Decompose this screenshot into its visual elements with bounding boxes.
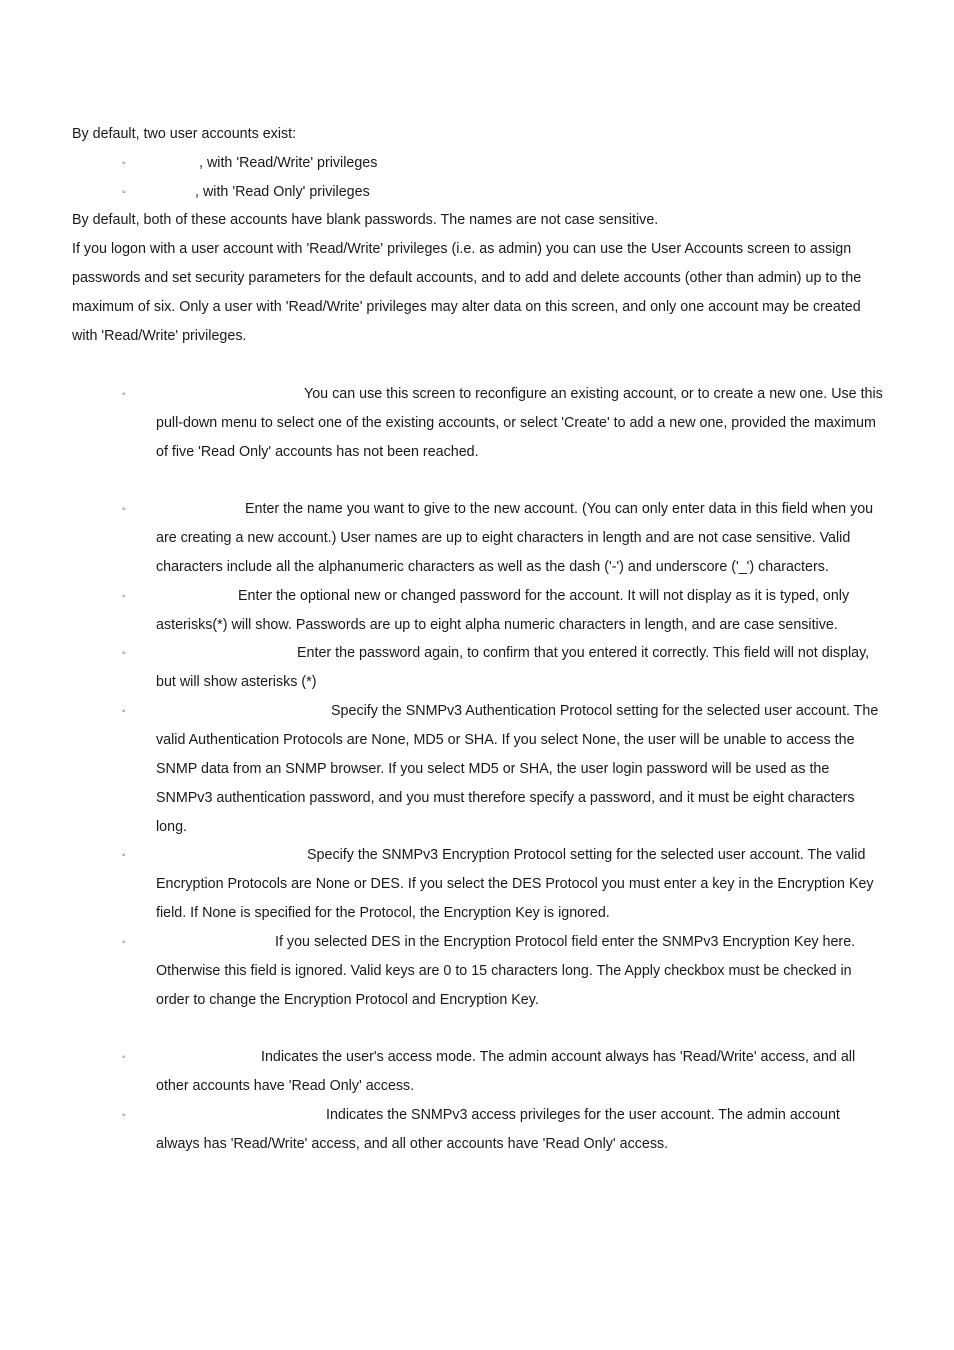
list-item-text: You can use this screen to reconfigure an existing account, or to create a new one. Use this pull-down menu to select one of the existing accounts, or select 'Create' to add a new one, provided the maximum of five 'Read Only' accounts has not been reached. [156, 386, 883, 460]
list-item-text: , with 'Read/Write' privileges [199, 155, 378, 171]
list-item-text: Enter the name you want to give to the new account. (You can only enter data in this field when you are creating a new account.) User names are up to eight characters in length and are not case sensitive. Valid characters include all the alphanumeric characters as well as the dash ('-') and underscore ('_') characters. [156, 501, 874, 575]
bullet-icon: ◦ [122, 591, 126, 602]
bullet-icon: ◦ [122, 1052, 126, 1063]
bullet-icon: ◦ [122, 937, 126, 948]
list-item-text: Specify the SNMPv3 Authentication Protocol setting for the selected user account. The valid Authentication Protocols are None, MD5 or SHA. If you select None, the user will be unable to access the SNMP data from an SNMP browser. If you select MD5 or SHA, the user login password will be used as the SNMPv3 authentication password, and you must therefore specify a password, and it must be eight characters long. [156, 703, 879, 835]
list-item-text: Enter the optional new or changed password for the account. It will not display as it is typed, only asterisks(*) will show. Passwords are up to eight alpha numeric characters in length, and are case sensitive. [156, 588, 850, 633]
bullet-icon: ◦ [122, 504, 126, 515]
bullet-icon: ◦ [122, 187, 126, 198]
bullet-icon: ◦ [122, 706, 126, 717]
list-item-text: Indicates the SNMPv3 access privileges for the user account. The admin account always has 'Read/Write' access, and all other accounts have 'Read Only' access. [156, 1107, 840, 1152]
bullet-icon: ◦ [122, 158, 126, 169]
list-item-text: Enter the password again, to confirm that you entered it correctly. This field will not display, but will show asterisks (*) [156, 645, 870, 690]
bullet-icon: ◦ [122, 1110, 126, 1121]
intro-readwrite-paragraph: If you logon with a user account with 'Read/Write' privileges (i.e. as admin) you can use the User Accounts screen to assign passwords and set security parameters for the default accounts, and to add and delete accounts (other than admin) up to the maximum of six. Only a user with 'Read/Write' privileges may alter data on this screen, and only one account may be created with 'Read/Write' privileges. [72, 241, 862, 344]
list-item-text: Specify the SNMPv3 Encryption Protocol setting for the selected user account. The valid Encryption Protocols are None or DES. If you select the DES Protocol you must enter a key in the Encryption Key field. If None is specified for the Protocol, the Encryption Key is ignored. [156, 847, 874, 921]
list-item-text: Indicates the user's access mode. The admin account always has 'Read/Write' access, and all other accounts have 'Read Only' access. [156, 1049, 856, 1094]
intro-blank-passwords: By default, both of these accounts have blank passwords. The names are not case sensitive. [72, 212, 659, 228]
list-item-text: If you selected DES in the Encryption Protocol field enter the SNMPv3 Encryption Key here. Otherwise this field is ignored. Valid keys are 0 to 15 characters long. The Apply checkbox must be checked in order to change the Encryption Protocol and Encryption Key. [156, 934, 856, 1008]
bullet-icon: ◦ [122, 389, 126, 400]
bullet-icon: ◦ [122, 850, 126, 861]
list-item-text: , with 'Read Only' privileges [195, 184, 370, 200]
bullet-icon: ◦ [122, 648, 126, 659]
intro-default-accounts: By default, two user accounts exist: [72, 126, 297, 142]
